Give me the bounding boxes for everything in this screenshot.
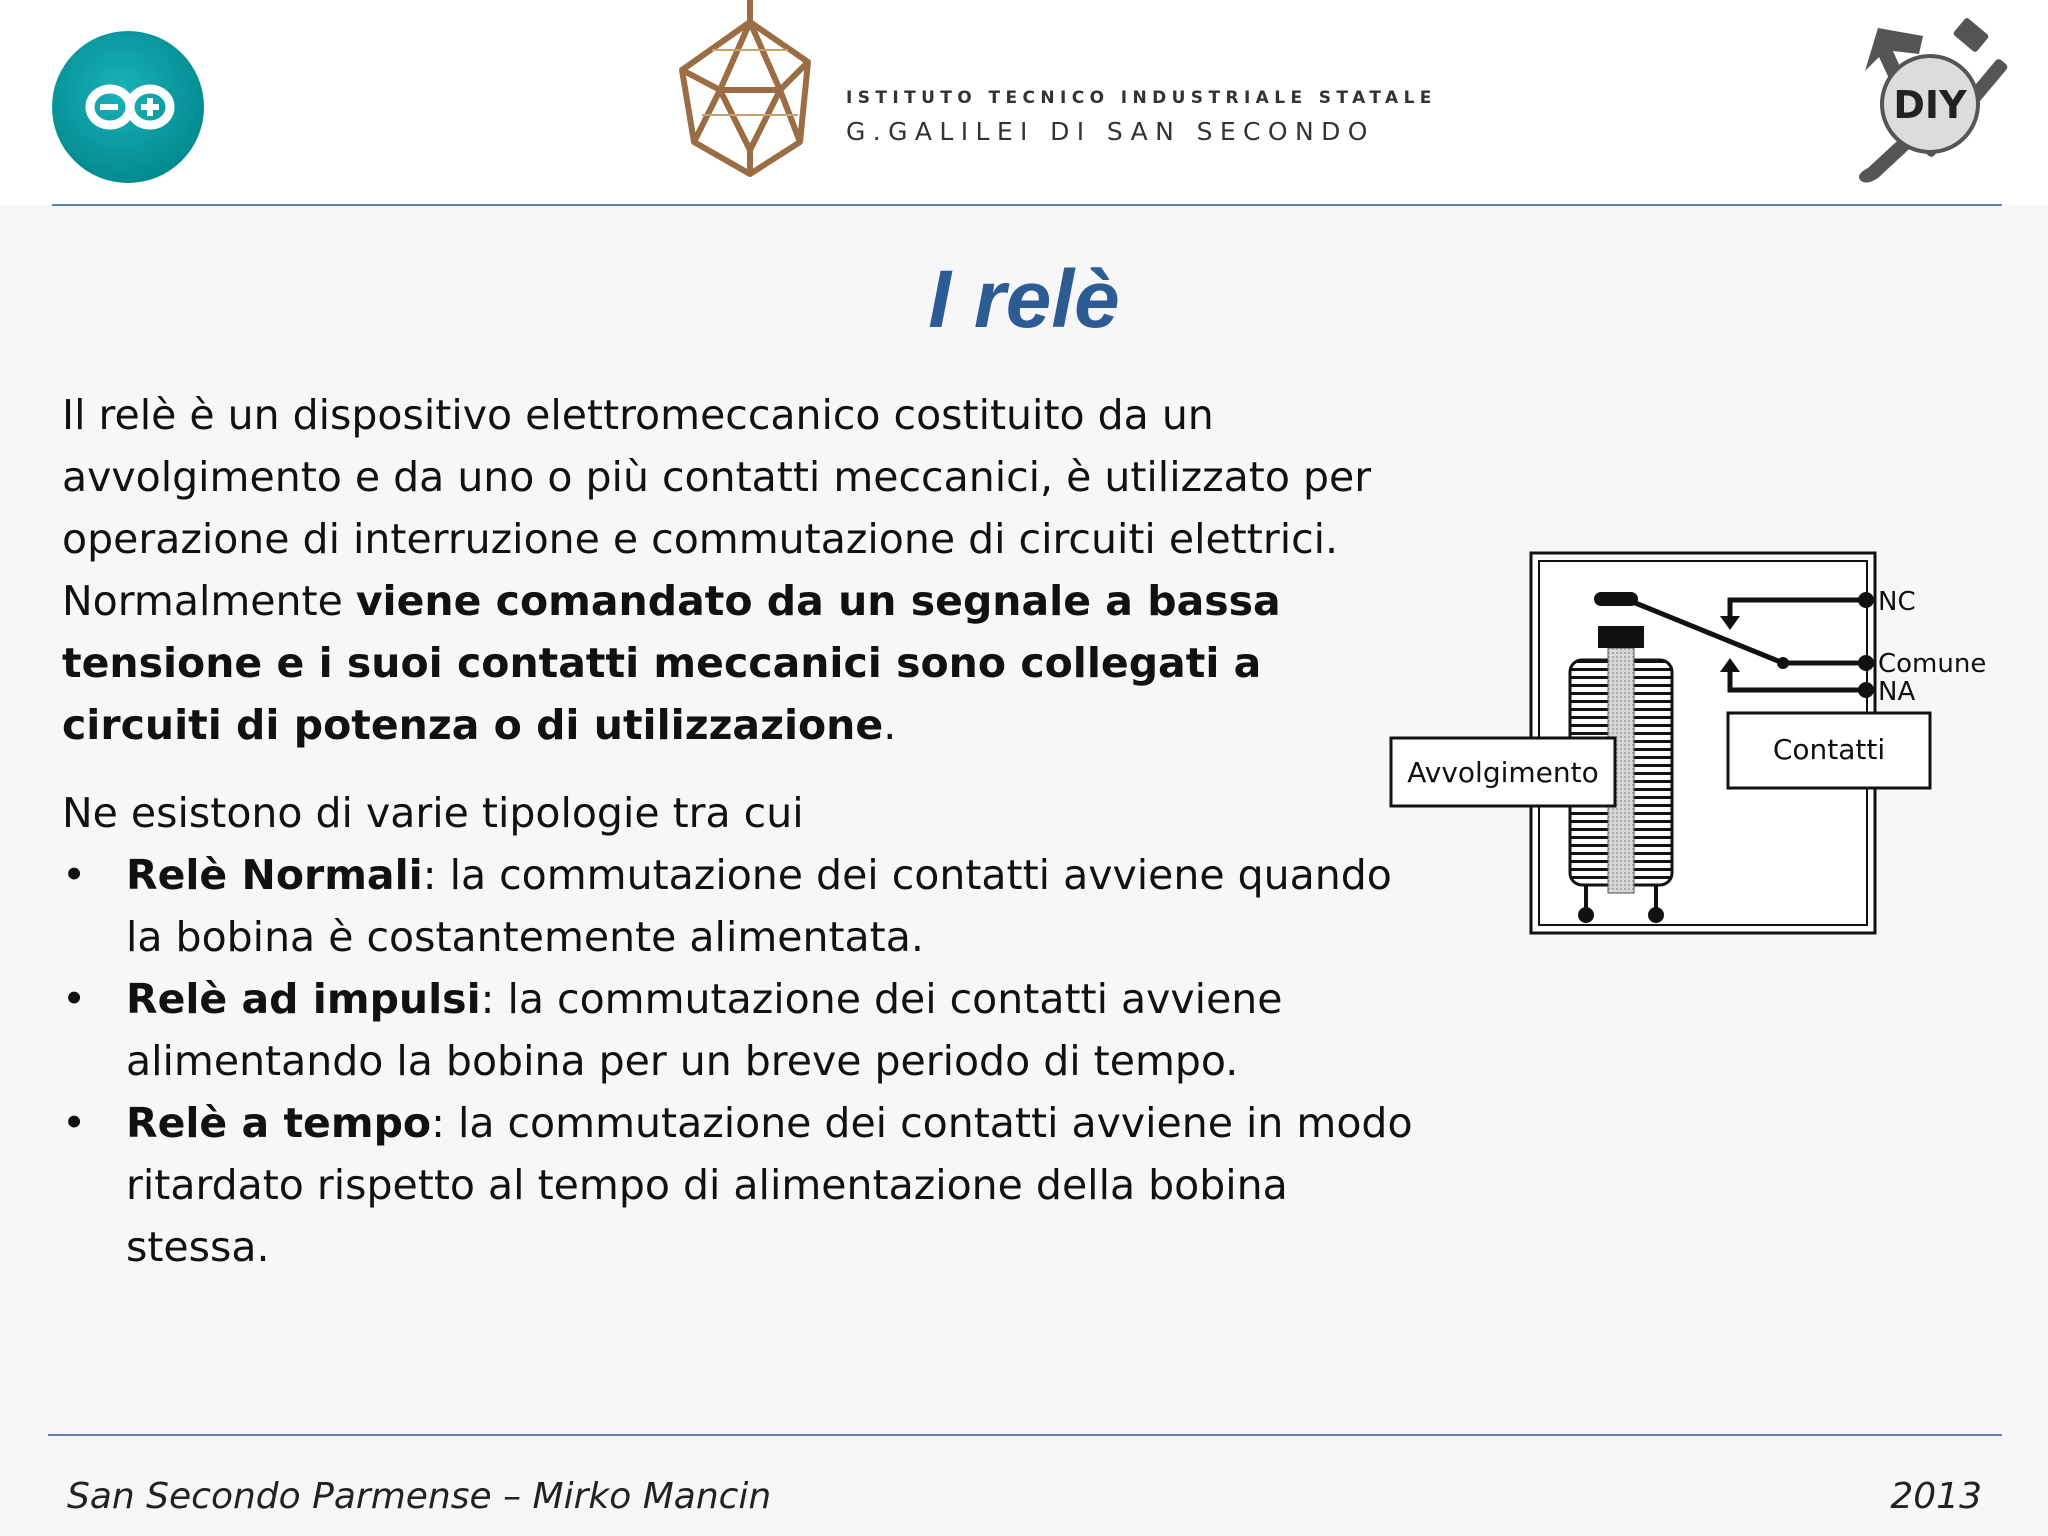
list-item bbox=[62, 968, 1422, 1092]
intro-text-2: Normalmente bbox=[62, 577, 356, 625]
relay-type-desc: : la commutazione dei contatti avviene in modo ritardato rispetto al tempo di alimentazione della bobina stessa. bbox=[126, 1099, 1413, 1271]
intro-text-bold: viene comandato da un segnale a bassa tensione e i suoi contatti meccanici sono collegati a circuiti di potenza o di utilizzazione bbox=[62, 577, 1281, 749]
bullet-icon: • bbox=[62, 1099, 87, 1147]
relay-type-name: Relè a tempo bbox=[126, 1099, 432, 1147]
relay-armature-block bbox=[1598, 626, 1644, 648]
intro-paragraph bbox=[62, 384, 1422, 756]
footer-divider bbox=[48, 1434, 2002, 1436]
label-na: NA bbox=[1878, 677, 1916, 707]
school-polyhedron-logo bbox=[672, 0, 817, 180]
relay-type-desc: : la commutazione dei contatti avviene quando la bobina è costantemente alimentata. bbox=[126, 851, 1392, 961]
slide-body bbox=[62, 384, 1422, 1278]
label-contatti: Contatti bbox=[1772, 733, 1886, 766]
label-nc: NC bbox=[1878, 587, 1916, 617]
footer-author: San Secondo Parmense – Mirko Mancin bbox=[67, 1476, 772, 1517]
relay-type-name: Relè Normali bbox=[126, 851, 423, 899]
relay-type-name: Relè ad impulsi bbox=[126, 975, 481, 1023]
relay-types-list bbox=[62, 844, 1422, 1278]
relay-type-desc: : la commutazione dei contatti avviene alimentando la bobina per un breve periodo di tempo. bbox=[126, 975, 1283, 1085]
school-line1: ISTITUTO TECNICO INDUSTRIALE STATALE bbox=[846, 88, 1437, 108]
slide-title: I relè bbox=[928, 254, 1120, 345]
school-line2: G.GALILEI DI SAN SECONDO bbox=[846, 117, 1375, 146]
label-comune: Comune bbox=[1878, 649, 1987, 679]
list-item bbox=[62, 844, 1422, 968]
types-intro: Ne esistono di varie tipologie tra cui bbox=[62, 789, 804, 837]
school-name bbox=[846, 88, 1437, 146]
diy-logo-text: DIY bbox=[1893, 83, 1967, 127]
relay-diagram bbox=[1388, 548, 2000, 938]
footer-year: 2013 bbox=[1890, 1476, 1982, 1517]
intro-text-end: . bbox=[883, 701, 897, 749]
intro-text-1: Il relè è un dispositivo elettromeccanico costituito da un avvolgimento e da uno o più contatti meccanici, è utilizzato per operazione di interruzione e commutazione di circuiti elettrici. bbox=[62, 391, 1372, 563]
arduino-logo bbox=[52, 31, 204, 183]
bullet-icon: • bbox=[62, 851, 87, 899]
list-item bbox=[62, 1092, 1422, 1278]
label-avvolgimento: Avvolgimento bbox=[1407, 756, 1599, 789]
header-divider bbox=[52, 204, 2002, 206]
diy-tools-logo bbox=[1838, 18, 2018, 190]
bullet-icon: • bbox=[62, 975, 87, 1023]
